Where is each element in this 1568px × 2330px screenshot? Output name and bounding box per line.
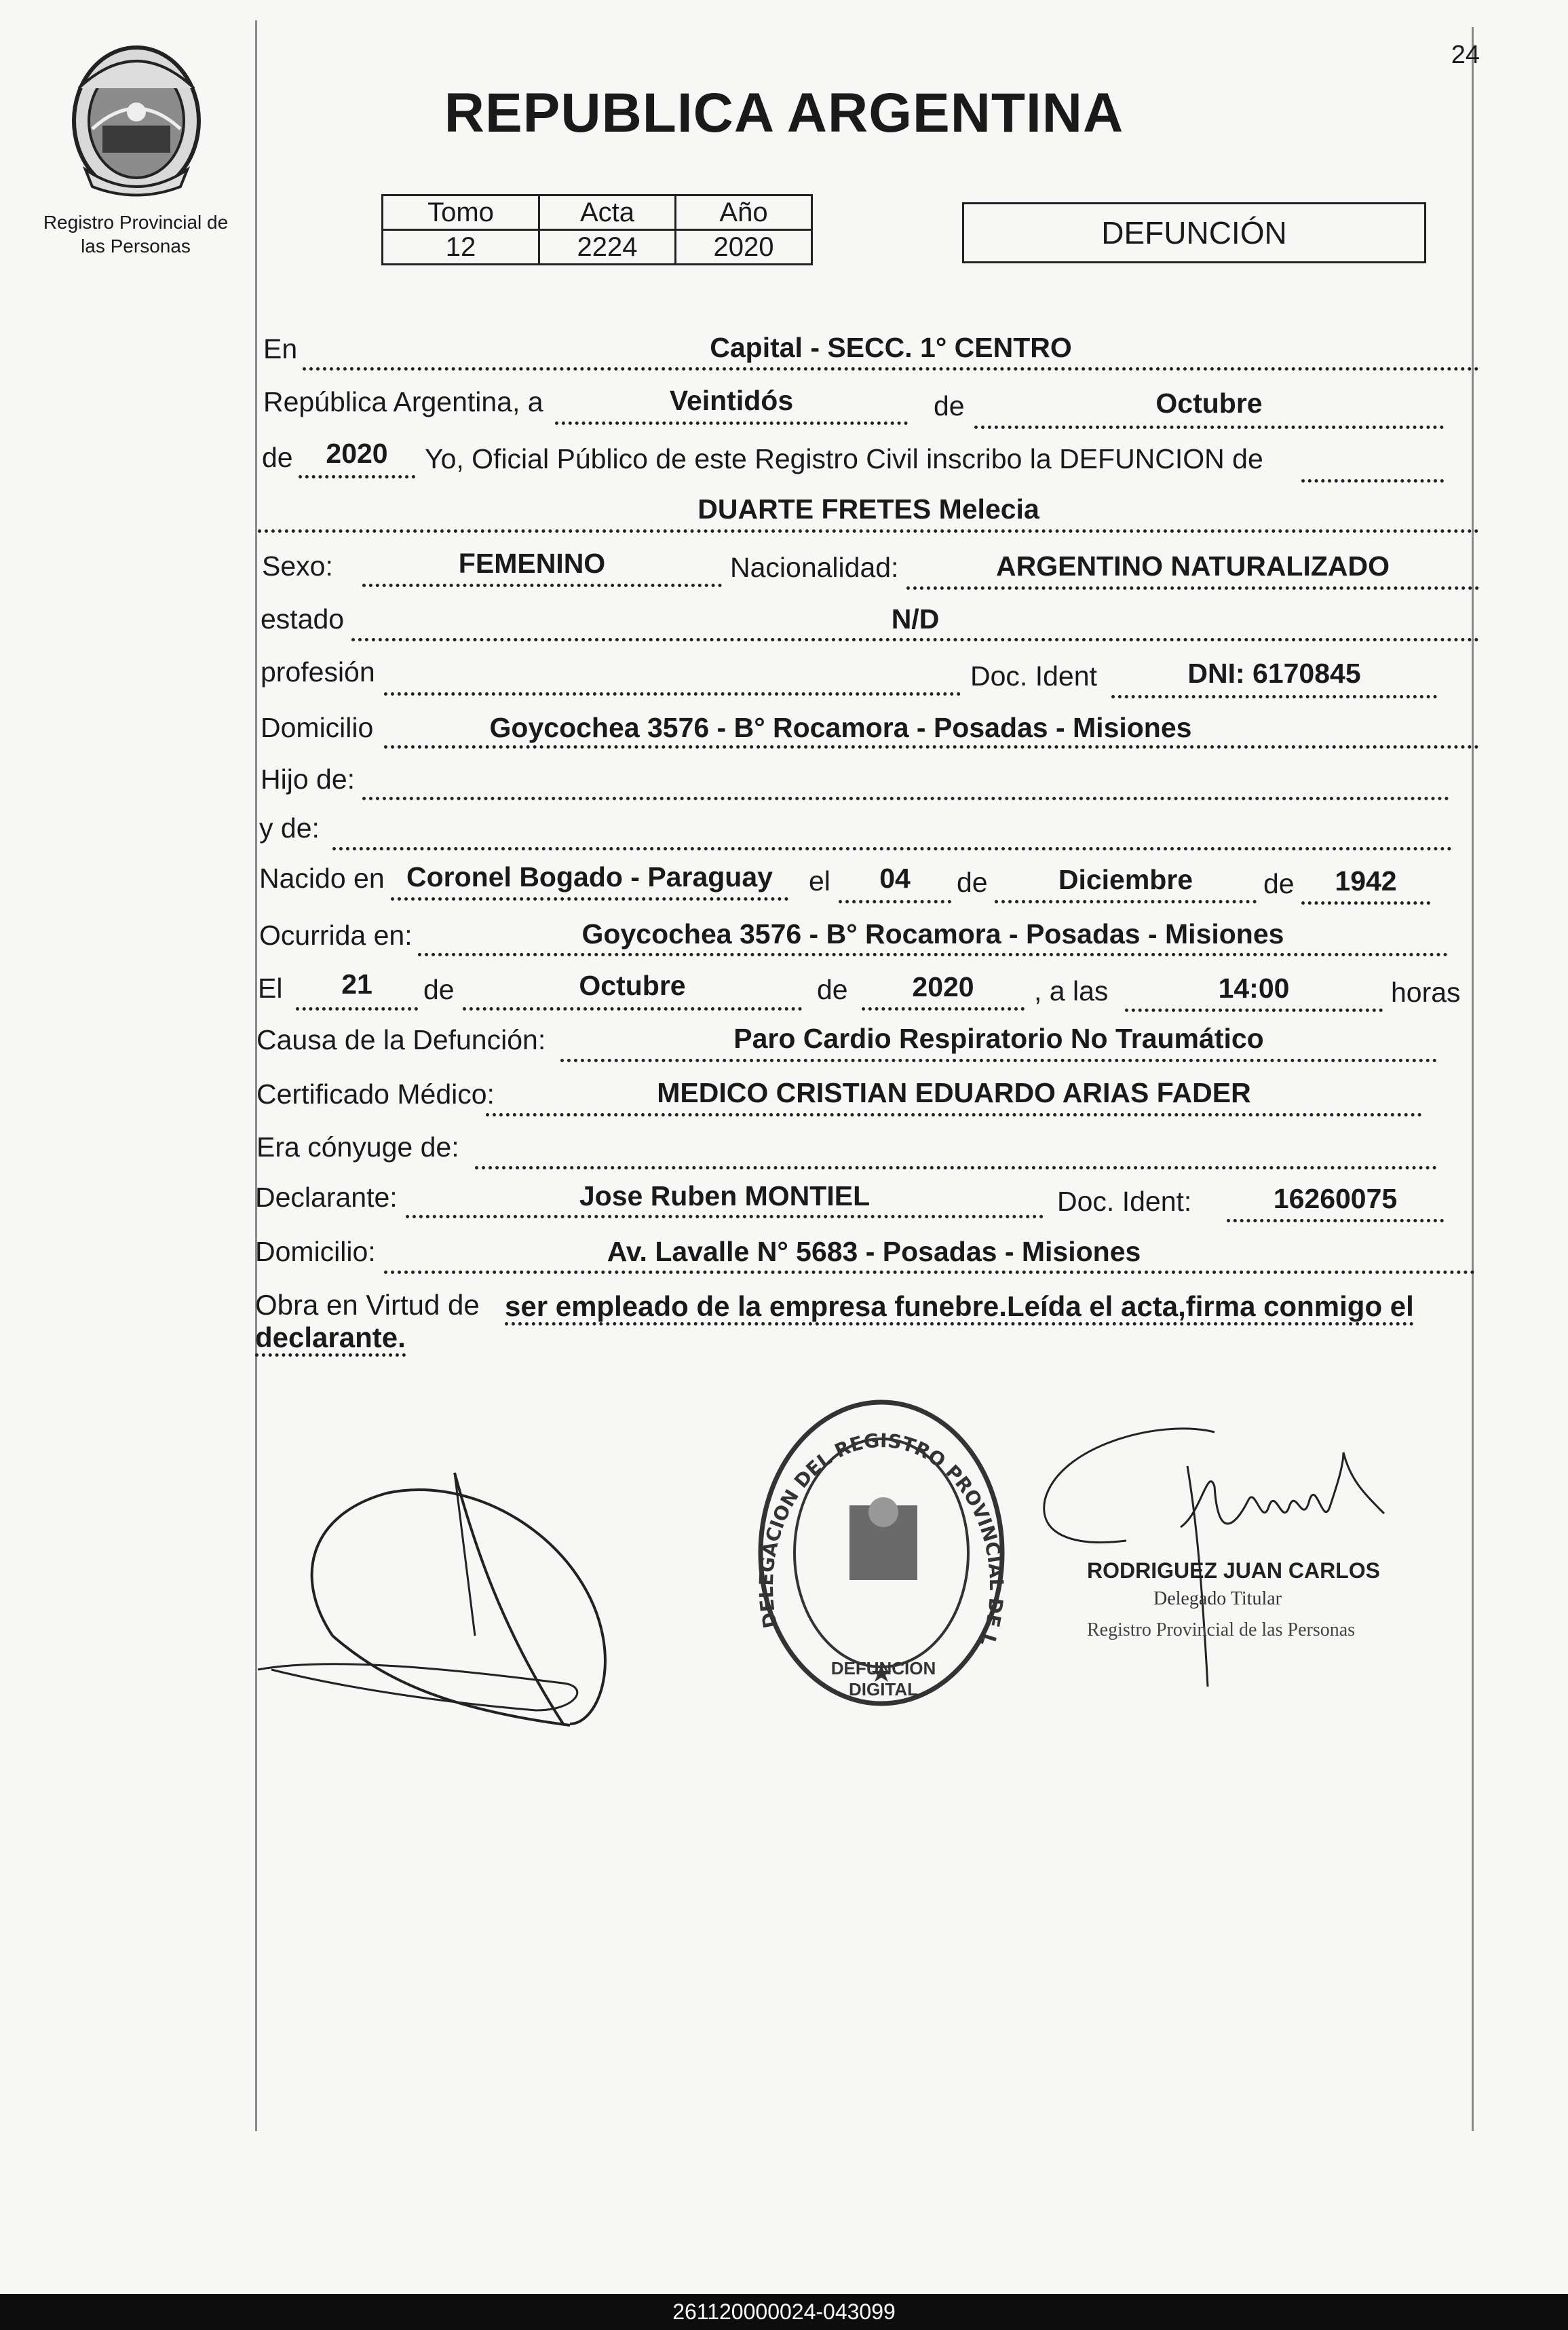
- stamp-ring-text: DELEGACION DEL REGISTRO PROVINCIAL DE L: [754, 1429, 1008, 1649]
- tomo-value: 12: [383, 230, 539, 265]
- sexo-value: FEMENINO: [458, 548, 606, 579]
- nacido-dotted-line: [391, 897, 788, 901]
- document-type-label: DEFUNCIÓN: [1101, 215, 1287, 250]
- y-de-label: y de:: [259, 812, 320, 844]
- fal-anio-value: 2020: [912, 971, 974, 1002]
- fal-dia-value: 21: [341, 969, 372, 1000]
- en-value: Capital - SECC. 1° CENTRO: [710, 332, 1072, 363]
- causa-label: Causa de la Defunción:: [256, 1024, 546, 1055]
- nac-mes-dotted-line: [995, 900, 1257, 903]
- anio-inscripcion-value: 2020: [326, 438, 388, 469]
- registry-caption-line1: Registro Provincial de: [43, 212, 229, 233]
- footer-barcode-strip: [0, 2294, 1568, 2330]
- nombre-dotted-line: [258, 529, 1479, 533]
- nacionalidad-label: Nacionalidad:: [730, 552, 899, 583]
- footer-code: 261120000024-043099: [672, 2299, 896, 2324]
- mes-dotted-line: [974, 426, 1444, 429]
- nombre-value: DUARTE FRETES Melecia: [697, 493, 1039, 525]
- registry-caption: [20, 210, 251, 258]
- causa-value: Paro Cardio Respiratorio No Traumático: [733, 1023, 1264, 1054]
- estado-label: estado: [261, 603, 345, 635]
- declarante-value: Jose Ruben MONTIEL: [579, 1180, 871, 1211]
- nac-anio-dotted-line: [1301, 901, 1430, 905]
- fal-dia-dotted-line: [296, 1007, 418, 1011]
- ocurrida-value: Goycochea 3576 - B° Rocamora - Posadas - Misiones: [581, 918, 1284, 950]
- domicilio-value: Goycochea 3576 - B° Rocamora - Posadas - Misiones: [489, 712, 1192, 743]
- reference-value-row: [383, 230, 812, 265]
- nacionalidad-dotted-line: [906, 586, 1479, 590]
- declarante-label: Declarante:: [255, 1182, 398, 1213]
- official-office: Registro Provincial de las Personas: [1087, 1619, 1356, 1640]
- domicilio-label: Domicilio: [261, 712, 374, 743]
- fal-anio-dotted-line: [862, 1007, 1025, 1011]
- obra-value-line2: declarante.: [255, 1323, 406, 1357]
- profesion-dotted-line: [384, 692, 961, 696]
- causa-dotted-line: [560, 1059, 1437, 1062]
- y-de-dotted-line: [332, 847, 1452, 850]
- nac-anio-value: 1942: [1335, 865, 1397, 897]
- en-dotted-line: [303, 367, 1479, 371]
- nac-dia-value: 04: [879, 863, 911, 894]
- acta-value: 2224: [539, 230, 676, 265]
- doc-ident-label: Doc. Ident: [970, 660, 1097, 692]
- decl-domicilio-label: Domicilio:: [255, 1236, 376, 1267]
- anio-value: 2020: [676, 230, 812, 265]
- anio-header: Año: [676, 195, 812, 230]
- sexo-label: Sexo:: [262, 550, 333, 582]
- stamp-inner-text: DEFUNCION DIGITAL: [830, 1658, 936, 1699]
- mes-value: Octubre: [1155, 388, 1263, 419]
- estado-value: N/D: [891, 603, 940, 635]
- anio-dotted-line: [299, 475, 415, 478]
- conyuge-dotted-line: [475, 1166, 1437, 1169]
- tomo-header: Tomo: [383, 195, 539, 230]
- sexo-dotted-line: [362, 584, 722, 587]
- el2-label: El: [258, 973, 283, 1004]
- horas-label: horas: [1391, 977, 1461, 1008]
- fal-mes-value: Octubre: [579, 970, 686, 1001]
- hora-value: 14:00: [1218, 973, 1290, 1004]
- declarant-signature: [251, 1466, 631, 1751]
- left-margin-rule: [255, 20, 257, 2131]
- page-title: REPUBLICA ARGENTINA: [444, 82, 1124, 144]
- obra-value-line1: ser empleado de la empresa funebre.Leída el acta,firma conmigo el: [505, 1292, 1414, 1326]
- certificado-value: MEDICO CRISTIAN EDUARDO ARIAS FADER: [657, 1077, 1251, 1108]
- de-label: de: [934, 390, 965, 421]
- nac-de2-label: de: [1263, 868, 1295, 899]
- en-label: En: [263, 333, 298, 364]
- obra-label: Obra en Virtud de: [255, 1289, 480, 1321]
- estado-dotted-line: [351, 638, 1479, 641]
- nac-dia-dotted-line: [839, 900, 951, 903]
- republica-label: República Argentina, a: [263, 386, 543, 417]
- decl-doc-dotted-line: [1227, 1219, 1444, 1222]
- profesion-label: profesión: [261, 656, 375, 688]
- record-reference-table: [381, 194, 813, 265]
- a-las-label: , a las: [1034, 975, 1109, 1007]
- domicilio-dotted-line: [384, 745, 1479, 749]
- el-label: el: [809, 865, 830, 897]
- ocurrida-dotted-line: [418, 953, 1448, 956]
- document-type-box: [962, 202, 1426, 263]
- doc-ident-value: DNI: 6170845: [1187, 658, 1361, 689]
- registry-oval-stamp: [754, 1397, 1008, 1709]
- decl-domicilio-dotted-line: [384, 1271, 1475, 1274]
- page-number: 24: [1451, 41, 1480, 69]
- fal-mes-dotted-line: [463, 1007, 802, 1011]
- inscribo-text: Yo, Oficial Público de este Registro Civil inscribo la DEFUNCION de: [425, 443, 1263, 474]
- declarante-dotted-line: [406, 1215, 1044, 1218]
- certificado-dotted-line: [486, 1113, 1422, 1116]
- ocurrida-label: Ocurrida en:: [259, 920, 413, 951]
- hora-dotted-line: [1125, 1009, 1383, 1012]
- registry-caption-line2: las Personas: [81, 236, 191, 257]
- dia-dotted-line: [555, 421, 908, 425]
- hijo-de-label: Hijo de:: [261, 764, 356, 795]
- nacido-label: Nacido en: [259, 863, 385, 894]
- inscribo-dotted-line: [1301, 479, 1444, 483]
- decl-doc-label: Doc. Ident:: [1057, 1186, 1192, 1217]
- dia-value: Veintidós: [669, 385, 794, 416]
- nacionalidad-value: ARGENTINO NATURALIZADO: [995, 550, 1390, 582]
- anio-de-label: de: [262, 442, 293, 473]
- certificado-label: Certificado Médico:: [256, 1078, 495, 1110]
- official-role: Delegado Titular: [1153, 1588, 1282, 1609]
- decl-domicilio-value: Av. Lavalle N° 5683 - Posadas - Misiones: [607, 1236, 1141, 1267]
- fal-de2-label: de: [817, 974, 848, 1005]
- fal-de1-label: de: [423, 974, 455, 1005]
- official-name: RODRIGUEZ JUAN CARLOS: [1087, 1558, 1381, 1583]
- doc-ident-dotted-line: [1111, 695, 1437, 698]
- nacido-value: Coronel Bogado - Paraguay: [406, 861, 773, 892]
- decl-doc-value: 16260075: [1273, 1183, 1398, 1214]
- hijo-de-dotted-line: [362, 797, 1449, 800]
- conyuge-label: Era cónyuge de:: [256, 1131, 459, 1163]
- reference-header-row: [383, 195, 812, 230]
- nac-mes-value: Diciembre: [1058, 864, 1193, 895]
- acta-header: Acta: [539, 195, 676, 230]
- nac-de1-label: de: [957, 867, 988, 898]
